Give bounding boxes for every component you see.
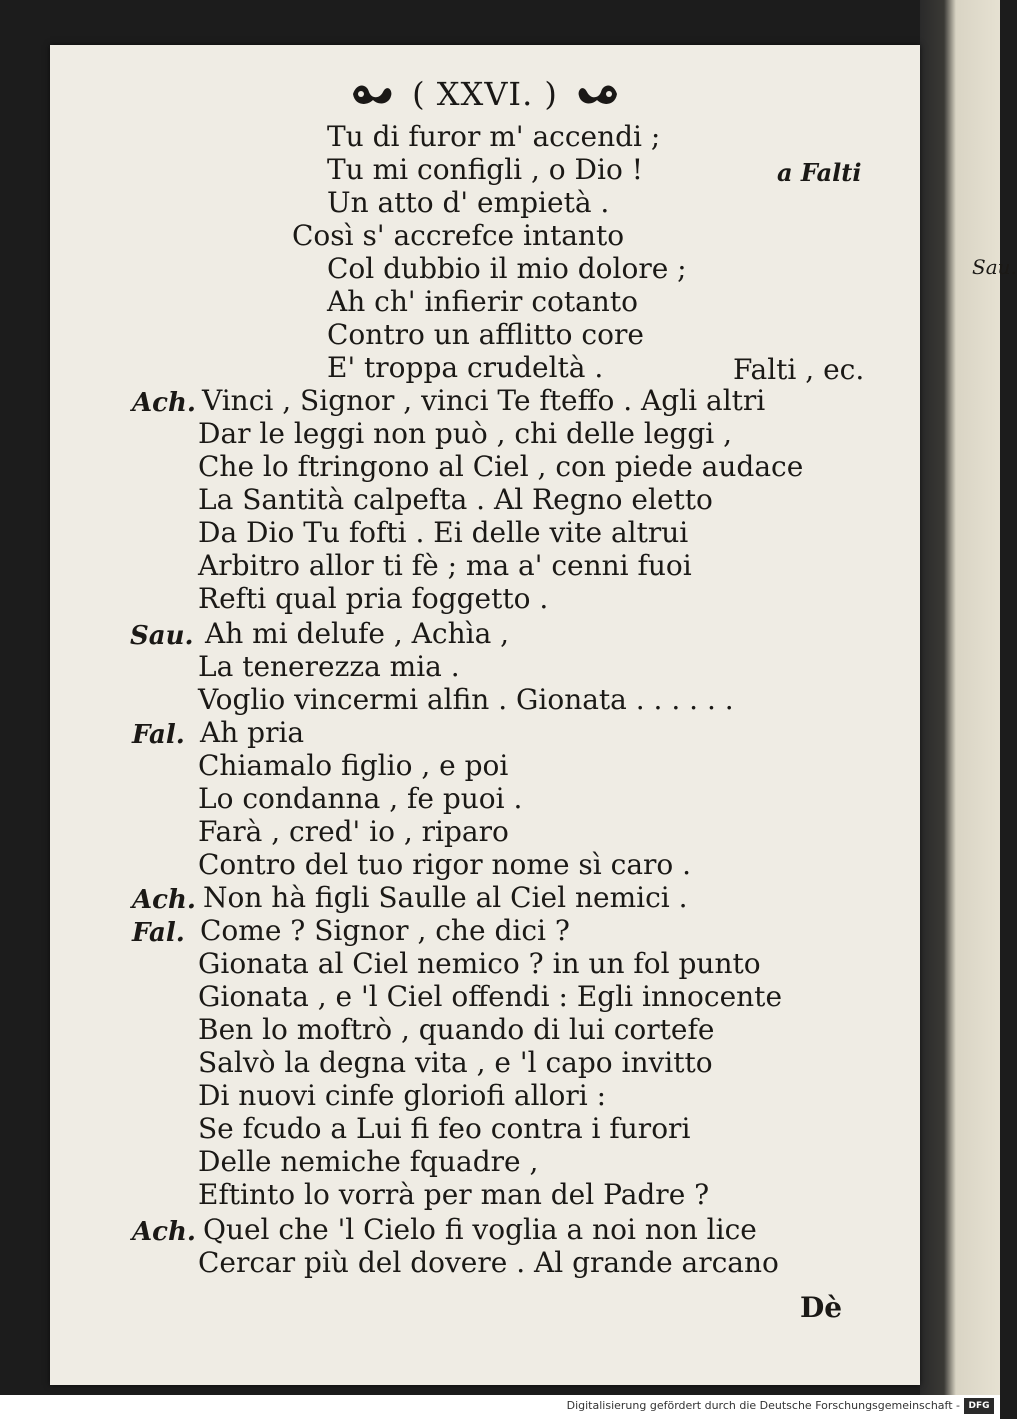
dialogue-line: Non hà figli Saulle al Ciel nemici .: [203, 881, 688, 914]
dialogue-line: Contro del tuo rigor nome sì caro .: [198, 848, 692, 881]
speaker-label: Ach.: [132, 885, 196, 915]
dialogue-line: Delle nemiche fquadre ,: [198, 1145, 539, 1178]
dialogue-line: Arbitro allor ti fè ; ma a' cenni fuoi: [198, 549, 692, 582]
verse-line: Un atto d' empietà .: [327, 186, 610, 219]
speaker-label: Fal.: [132, 918, 185, 948]
footer-credit: Digitalisierung gefördert durch die Deutsche Forschungsgemeinschaft -: [566, 1399, 960, 1412]
dialogue-line: Vinci , Signor , vinci Te fteffo . Agli altri: [202, 384, 766, 417]
dialogue-line: Dar le leggi non può , chi delle leggi ,: [198, 417, 732, 450]
dialogue-line: Gionata , e 'l Ciel offendi : Egli innocente: [198, 980, 783, 1013]
verse-line: Col dubbio il mio dolore ;: [327, 252, 687, 285]
stage-direction: a Falti: [777, 158, 862, 187]
dialogue-line: Gionata al Ciel nemico ? in un fol punto: [198, 947, 761, 980]
page-header: [50, 75, 920, 116]
dialogue-line: Da Dio Tu fofti . Ei delle vite altrui: [198, 516, 689, 549]
digitization-footer: [0, 1395, 1000, 1419]
dialogue-line: Voglio vincermi alfin . Gionata . . . . . .: [198, 683, 734, 716]
left-ornament-icon: [349, 78, 395, 116]
right-ornament-icon: [575, 78, 621, 116]
speaker-label: Sau.: [130, 621, 194, 651]
dialogue-line: Chiamalo figlio , e poi: [198, 749, 509, 782]
catchword: Dè: [800, 1291, 843, 1324]
speaker-label: Ach.: [132, 1217, 196, 1247]
dialogue-line: Ah mi delufe , Achìa ,: [205, 617, 510, 650]
dialogue-line: Ben lo moftrò , quando di lui cortefe: [198, 1013, 715, 1046]
book-page: [50, 45, 920, 1385]
dialogue-line: Quel che 'l Cielo fi voglia a noi non lice: [203, 1213, 757, 1246]
dialogue-line: Eftinto lo vorrà per man del Padre ?: [198, 1178, 710, 1211]
stage-direction: Falti , ec.: [733, 353, 865, 386]
dialogue-line: Farà , cred' io , riparo: [198, 815, 509, 848]
verse-line: Tu mi configli , o Dio !: [327, 153, 643, 186]
dialogue-line: Se fcudo a Lui fi feo contra i furori: [198, 1112, 691, 1145]
dialogue-line: Cercar più del dovere . Al grande arcano: [198, 1246, 779, 1279]
dialogue-line: Lo condanna , fe puoi .: [198, 782, 523, 815]
dialogue-line: La tenerezza mia .: [198, 650, 460, 683]
dialogue-line: Di nuovi cinfe gloriofi allori :: [198, 1079, 607, 1112]
adjacent-page-edge: [920, 0, 1000, 1395]
dialogue-line: Come ? Signor , che dici ?: [200, 914, 570, 947]
page-number: ( XXVI. ): [412, 75, 558, 113]
speaker-label: Ach.: [132, 388, 196, 418]
adjacent-page-speaker: Sau.: [972, 255, 1017, 279]
verse-line: E' troppa crudeltà .: [327, 351, 604, 384]
verse-line: Così s' accrefce intanto: [292, 219, 625, 252]
dialogue-line: Refti qual pria foggetto .: [198, 582, 549, 615]
dialogue-line: La Santità calpefta . Al Regno eletto: [198, 483, 713, 516]
verse-line: Contro un afflitto core: [327, 318, 644, 351]
dialogue-line: Salvò la degna vita , e 'l capo invitto: [198, 1046, 713, 1079]
dfg-logo: DFG: [964, 1398, 994, 1414]
verse-line: Tu di furor m' accendi ;: [327, 120, 661, 153]
speaker-label: Fal.: [132, 720, 185, 750]
dialogue-line: Che lo ftringono al Ciel , con piede audace: [198, 450, 804, 483]
dialogue-line: Ah pria: [200, 716, 305, 749]
verse-line: Ah ch' infierir cotanto: [327, 285, 638, 318]
